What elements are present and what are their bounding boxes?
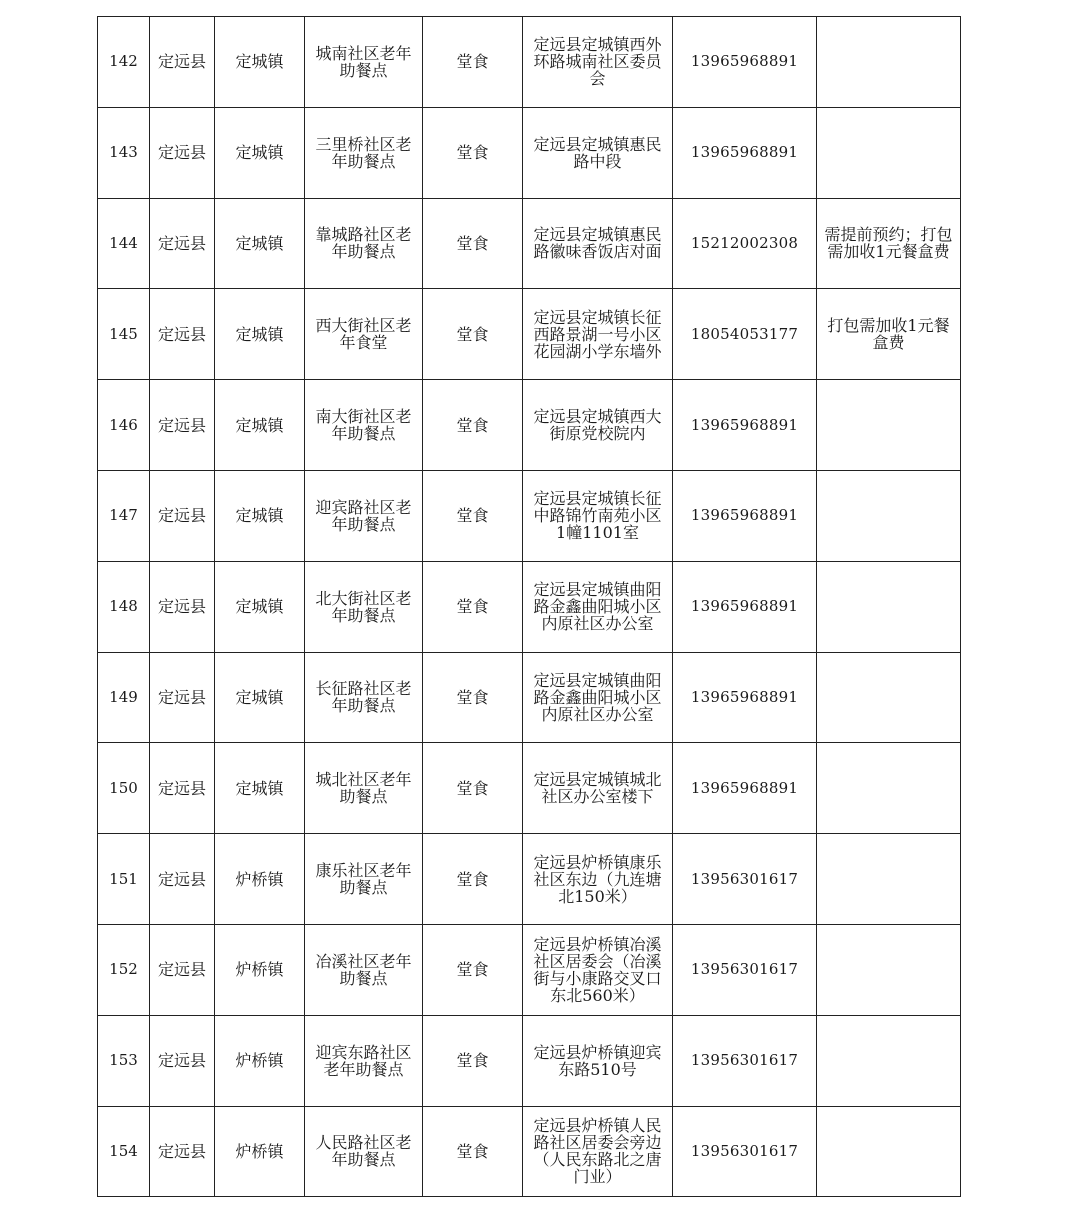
table-row xyxy=(98,198,961,289)
table-row xyxy=(98,107,961,198)
cell-name: 西大街社区老年食堂 xyxy=(305,289,423,380)
cell-note xyxy=(817,380,961,471)
cell-type: 堂食 xyxy=(423,924,523,1015)
cell-name: 迎宾路社区老年助餐点 xyxy=(305,470,423,561)
cell-county: 定远县 xyxy=(150,198,215,289)
cell-address: 定远县定城镇长征西路景湖一号小区花园湖小学东墙外 xyxy=(523,289,673,380)
cell-county: 定远县 xyxy=(150,652,215,743)
table-row xyxy=(98,17,961,108)
cell-phone: 13956301617 xyxy=(673,924,817,1015)
table-row xyxy=(98,289,961,380)
cell-phone: 15212002308 xyxy=(673,198,817,289)
cell-number: 146 xyxy=(98,380,150,471)
cell-town: 定城镇 xyxy=(215,17,305,108)
cell-county: 定远县 xyxy=(150,924,215,1015)
table-row xyxy=(98,561,961,652)
cell-number: 143 xyxy=(98,107,150,198)
cell-type: 堂食 xyxy=(423,834,523,925)
table-row xyxy=(98,652,961,743)
cell-note xyxy=(817,1015,961,1106)
cell-town: 定城镇 xyxy=(215,470,305,561)
cell-town: 炉桥镇 xyxy=(215,1106,305,1197)
table-body xyxy=(98,17,961,1197)
cell-type: 堂食 xyxy=(423,1106,523,1197)
cell-name: 人民路社区老年助餐点 xyxy=(305,1106,423,1197)
table-row xyxy=(98,470,961,561)
cell-town: 炉桥镇 xyxy=(215,924,305,1015)
cell-name: 靠城路社区老年助餐点 xyxy=(305,198,423,289)
cell-county: 定远县 xyxy=(150,1106,215,1197)
cell-name: 三里桥社区老年助餐点 xyxy=(305,107,423,198)
cell-address: 定远县定城镇长征中路锦竹南苑小区1幢1101室 xyxy=(523,470,673,561)
cell-phone: 13965968891 xyxy=(673,17,817,108)
cell-number: 149 xyxy=(98,652,150,743)
cell-note xyxy=(817,561,961,652)
cell-county: 定远县 xyxy=(150,834,215,925)
cell-note xyxy=(817,17,961,108)
cell-address: 定远县定城镇西大街原党校院内 xyxy=(523,380,673,471)
cell-name: 南大街社区老年助餐点 xyxy=(305,380,423,471)
cell-type: 堂食 xyxy=(423,17,523,108)
cell-note xyxy=(817,743,961,834)
cell-town: 炉桥镇 xyxy=(215,1015,305,1106)
cell-name: 北大街社区老年助餐点 xyxy=(305,561,423,652)
cell-note: 打包需加收1元餐盒费 xyxy=(817,289,961,380)
cell-county: 定远县 xyxy=(150,289,215,380)
cell-number: 153 xyxy=(98,1015,150,1106)
cell-name: 城北社区老年助餐点 xyxy=(305,743,423,834)
cell-type: 堂食 xyxy=(423,380,523,471)
cell-town: 定城镇 xyxy=(215,107,305,198)
cell-note xyxy=(817,924,961,1015)
cell-type: 堂食 xyxy=(423,107,523,198)
cell-note xyxy=(817,1106,961,1197)
cell-county: 定远县 xyxy=(150,470,215,561)
cell-address: 定远县炉桥镇冶溪社区居委会（冶溪街与小康路交叉口东北560米） xyxy=(523,924,673,1015)
cell-address: 定远县定城镇惠民路中段 xyxy=(523,107,673,198)
cell-address: 定远县定城镇曲阳路金鑫曲阳城小区内原社区办公室 xyxy=(523,652,673,743)
cell-county: 定远县 xyxy=(150,561,215,652)
cell-name: 长征路社区老年助餐点 xyxy=(305,652,423,743)
cell-note xyxy=(817,107,961,198)
cell-number: 151 xyxy=(98,834,150,925)
table-row xyxy=(98,834,961,925)
cell-type: 堂食 xyxy=(423,561,523,652)
cell-address: 定远县炉桥镇迎宾东路510号 xyxy=(523,1015,673,1106)
cell-county: 定远县 xyxy=(150,380,215,471)
cell-county: 定远县 xyxy=(150,743,215,834)
cell-name: 城南社区老年助餐点 xyxy=(305,17,423,108)
cell-note: 需提前预约；打包需加收1元餐盒费 xyxy=(817,198,961,289)
cell-number: 150 xyxy=(98,743,150,834)
cell-type: 堂食 xyxy=(423,289,523,380)
cell-number: 145 xyxy=(98,289,150,380)
cell-county: 定远县 xyxy=(150,17,215,108)
cell-phone: 13965968891 xyxy=(673,470,817,561)
cell-number: 154 xyxy=(98,1106,150,1197)
cell-number: 148 xyxy=(98,561,150,652)
cell-town: 炉桥镇 xyxy=(215,834,305,925)
cell-type: 堂食 xyxy=(423,198,523,289)
cell-phone: 18054053177 xyxy=(673,289,817,380)
table-row xyxy=(98,743,961,834)
cell-number: 144 xyxy=(98,198,150,289)
cell-note xyxy=(817,834,961,925)
cell-town: 定城镇 xyxy=(215,289,305,380)
cell-name: 康乐社区老年助餐点 xyxy=(305,834,423,925)
cell-phone: 13956301617 xyxy=(673,1106,817,1197)
cell-address: 定远县炉桥镇人民路社区居委会旁边（人民东路北之唐门业） xyxy=(523,1106,673,1197)
cell-name: 迎宾东路社区老年助餐点 xyxy=(305,1015,423,1106)
cell-address: 定远县炉桥镇康乐社区东边（九连塘北150米） xyxy=(523,834,673,925)
cell-address: 定远县定城镇西外环路城南社区委员会 xyxy=(523,17,673,108)
cell-address: 定远县定城镇城北社区办公室楼下 xyxy=(523,743,673,834)
cell-number: 152 xyxy=(98,924,150,1015)
cell-note xyxy=(817,652,961,743)
cell-address: 定远县定城镇惠民路徽味香饭店对面 xyxy=(523,198,673,289)
cell-phone: 13965968891 xyxy=(673,107,817,198)
cell-note xyxy=(817,470,961,561)
table-row xyxy=(98,924,961,1015)
meal-point-table xyxy=(97,16,961,1197)
cell-town: 定城镇 xyxy=(215,652,305,743)
table-row xyxy=(98,1106,961,1197)
meal-point-table-sheet xyxy=(97,16,960,1197)
cell-address: 定远县定城镇曲阳路金鑫曲阳城小区内原社区办公室 xyxy=(523,561,673,652)
cell-county: 定远县 xyxy=(150,1015,215,1106)
table-row xyxy=(98,1015,961,1106)
cell-phone: 13956301617 xyxy=(673,834,817,925)
cell-phone: 13965968891 xyxy=(673,561,817,652)
cell-phone: 13965968891 xyxy=(673,380,817,471)
cell-county: 定远县 xyxy=(150,107,215,198)
cell-town: 定城镇 xyxy=(215,380,305,471)
cell-type: 堂食 xyxy=(423,470,523,561)
table-row xyxy=(98,380,961,471)
cell-phone: 13956301617 xyxy=(673,1015,817,1106)
cell-number: 147 xyxy=(98,470,150,561)
cell-phone: 13965968891 xyxy=(673,743,817,834)
cell-type: 堂食 xyxy=(423,1015,523,1106)
cell-name: 冶溪社区老年助餐点 xyxy=(305,924,423,1015)
cell-type: 堂食 xyxy=(423,743,523,834)
cell-type: 堂食 xyxy=(423,652,523,743)
cell-phone: 13965968891 xyxy=(673,652,817,743)
cell-town: 定城镇 xyxy=(215,743,305,834)
cell-town: 定城镇 xyxy=(215,198,305,289)
cell-town: 定城镇 xyxy=(215,561,305,652)
cell-number: 142 xyxy=(98,17,150,108)
